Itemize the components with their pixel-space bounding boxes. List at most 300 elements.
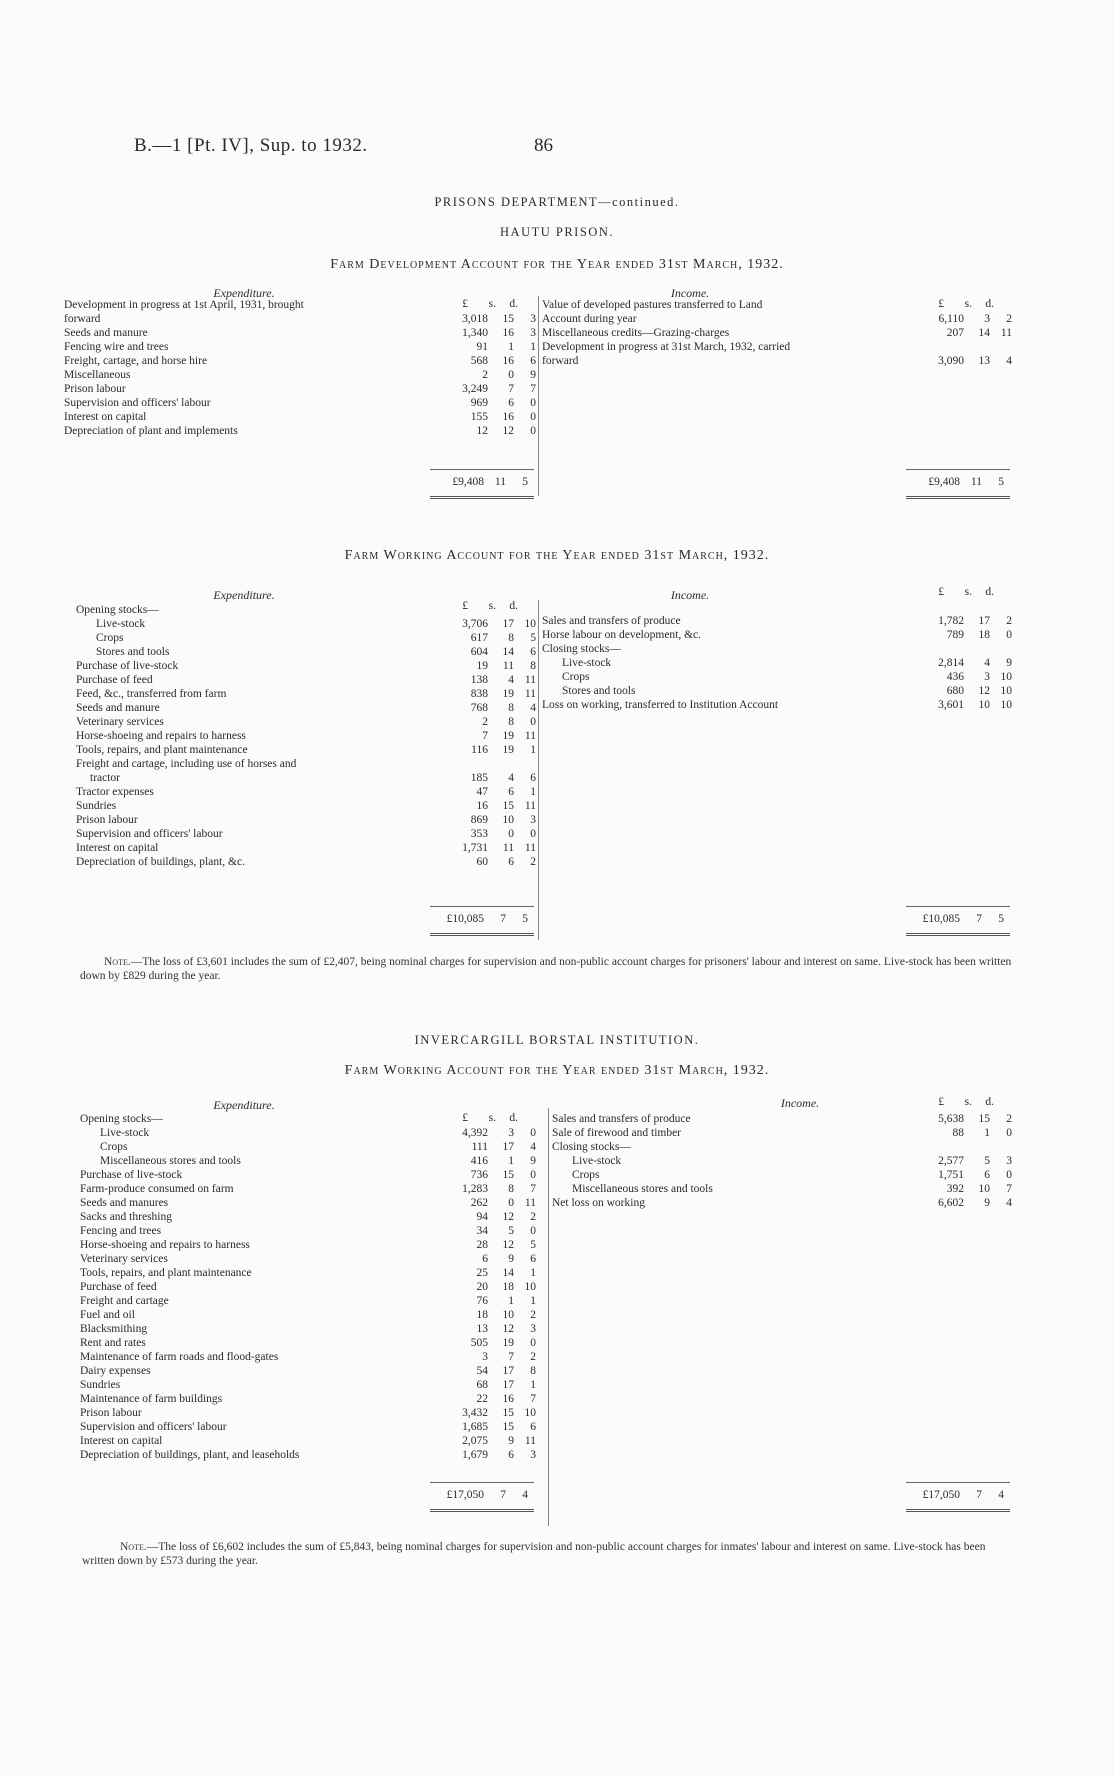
pence-value: 0 [530, 397, 536, 409]
ledger-item-label: Crops [100, 1141, 128, 1153]
pounds-value: 116 [471, 744, 488, 756]
pence-value [514, 757, 536, 771]
shillings-value: 15 [502, 800, 514, 812]
pence-value: 0 [530, 425, 536, 437]
ledger-row [80, 1364, 536, 1378]
ledger-row [64, 410, 536, 424]
shillings-value: 19 [502, 688, 514, 700]
note-lead: Note. [104, 956, 131, 968]
shillings-value: 16 [502, 411, 514, 423]
pence-value: 7 [1006, 1183, 1012, 1195]
shillings-value [488, 603, 514, 617]
pounds-value: 505 [470, 1337, 488, 1349]
ledger-row [80, 1224, 536, 1238]
hautu-work-note [80, 955, 1014, 983]
ledger-item-label: Interest on capital [80, 1435, 163, 1447]
pounds-value: 5,638 [938, 1113, 964, 1125]
ledger-item-label: forward [64, 313, 101, 325]
shilling-header: s. [488, 600, 496, 612]
pounds-value: 34 [476, 1225, 488, 1237]
shillings-value: 9 [984, 1197, 990, 1209]
shillings-value: 15 [502, 1169, 514, 1181]
shillings-value: 10 [978, 699, 990, 711]
hautu-dev-expenditure-list [64, 298, 536, 438]
ledger-row [76, 729, 536, 743]
ledger-item-label: Depreciation of buildings, plant, &c. [76, 856, 245, 868]
shillings-value: 6 [508, 856, 514, 868]
pound-header: £ [462, 298, 468, 310]
pounds-value: 2,075 [462, 1435, 488, 1447]
column-divider [548, 1108, 549, 1526]
total-pence: 4 [522, 1489, 528, 1501]
shillings-value [488, 1112, 514, 1126]
ledger-item-label: Live-stock [572, 1155, 622, 1167]
ledger-row [552, 1126, 1012, 1140]
invercargill-inc-label: Income. [780, 1096, 820, 1110]
shillings-value: 5 [984, 1155, 990, 1167]
pounds-value: 3,601 [938, 699, 964, 711]
ledger-row [80, 1350, 536, 1364]
ledger-item-label: Sale of firewood and timber [552, 1127, 682, 1139]
ledger-item-label: Live-stock [96, 618, 146, 630]
ledger-row [80, 1182, 536, 1196]
pounds-value: 2,577 [938, 1155, 964, 1167]
ledger-row [80, 1210, 536, 1224]
ledger-row [80, 1196, 536, 1210]
pounds-value: 16 [476, 800, 488, 812]
pounds-value [914, 1098, 964, 1112]
shillings-value: 0 [508, 1197, 514, 1209]
ledger-row [80, 1252, 536, 1266]
pounds-value: 1,679 [462, 1449, 488, 1461]
shillings-value: 1 [508, 341, 514, 353]
ledger-item-label: Sales and transfers of produce [552, 1113, 691, 1125]
pounds-value: 568 [470, 355, 488, 367]
pounds-value: 138 [470, 674, 488, 686]
pence-value [990, 298, 1012, 312]
shillings-value: 0 [508, 369, 514, 381]
ledger-item-label: Loss on working, transferred to Institution Account [542, 699, 779, 711]
pence-value: 10 [524, 618, 536, 630]
ledger-item-label: Prison labour [80, 1407, 142, 1419]
ledger-row [552, 1154, 1012, 1168]
ledger-row [542, 642, 1012, 656]
ledger-item-label: forward [542, 355, 579, 367]
pence-value: 3 [530, 1449, 536, 1461]
ledger-row [76, 673, 536, 687]
pounds-value: 28 [476, 1239, 488, 1251]
pence-value: 2 [530, 1351, 536, 1363]
pence-value: 11 [524, 730, 536, 742]
ledger-item-label: Tools, repairs, and plant maintenance [76, 744, 248, 756]
shillings-value: 3 [984, 313, 990, 325]
shillings-value: 8 [508, 716, 514, 728]
shillings-value: 8 [508, 632, 514, 644]
pence-value: 11 [1000, 327, 1012, 339]
shillings-value: 12 [502, 425, 514, 437]
ledger-item-label: Opening stocks— [76, 604, 159, 616]
hautu-work-income-list [542, 600, 1012, 712]
ledger-row [76, 715, 536, 729]
ledger-row [80, 1406, 536, 1420]
note-lead: Note. [120, 1541, 147, 1553]
ledger-row [80, 1280, 536, 1294]
ledger-row [76, 645, 536, 659]
pence-value: 11 [524, 688, 536, 700]
ledger-row [64, 340, 536, 354]
ledger-row [542, 698, 1012, 712]
pounds-value: 88 [952, 1127, 964, 1139]
ledger-row [552, 1140, 1012, 1154]
shillings-value: 12 [978, 685, 990, 697]
pounds-value: 25 [476, 1267, 488, 1279]
shillings-value: 4 [508, 772, 514, 784]
shillings-value: 4 [984, 657, 990, 669]
shillings-value: 10 [502, 1309, 514, 1321]
pounds-value: 111 [471, 1141, 488, 1153]
pounds-value: 94 [476, 1211, 488, 1223]
pence-header: d. [509, 298, 518, 310]
pounds-value [438, 1112, 488, 1126]
invercargill-exp-total [424, 1489, 528, 1501]
ledger-item-label: Feed, &c., transferred from farm [76, 688, 227, 700]
pence-value: 2 [530, 1309, 536, 1321]
pence-value: 10 [524, 1407, 536, 1419]
ledger-item-label: Seeds and manures [80, 1197, 169, 1209]
shillings-value: 16 [502, 327, 514, 339]
ledger-item-label: Tractor expenses [76, 786, 154, 798]
total-double-rule [906, 1509, 1010, 1512]
pence-header: d. [985, 586, 994, 598]
total-pence: 5 [998, 913, 1004, 925]
shillings-value [488, 757, 514, 771]
ledger-row [80, 1168, 536, 1182]
shillings-value: 14 [978, 327, 990, 339]
ledger-item-label: Horse labour on development, &c. [542, 629, 702, 641]
ledger-item-label: Purchase of feed [76, 674, 153, 686]
ledger-item-label: Development in progress at 31st March, 1932, carried [542, 341, 791, 353]
ledger-item-label [552, 1098, 914, 1112]
ledger-item-label: Live-stock [562, 657, 612, 669]
pounds-value: 1,751 [938, 1169, 964, 1181]
ledger-row [64, 354, 536, 368]
pounds-value [438, 298, 488, 312]
ledger-row [76, 827, 536, 841]
ledger-item-label: tractor [90, 772, 121, 784]
pounds-value: 54 [476, 1365, 488, 1377]
pence-value: 4 [1006, 355, 1012, 367]
ledger-item-label: Maintenance of farm roads and flood-gates [80, 1351, 279, 1363]
invercargill-note [82, 1540, 1014, 1568]
ledger-row [80, 1322, 536, 1336]
pounds-value: 3 [482, 1351, 488, 1363]
ledger-row [552, 1098, 1012, 1112]
pounds-value: 3,090 [938, 355, 964, 367]
shillings-value: 17 [502, 1141, 514, 1153]
shillings-value: 14 [502, 646, 514, 658]
ledger-row [64, 396, 536, 410]
pounds-value: 6,110 [938, 313, 964, 325]
shillings-value: 12 [502, 1323, 514, 1335]
shillings-value: 17 [502, 618, 514, 630]
shillings-value: 3 [508, 1127, 514, 1139]
ledger-row [64, 326, 536, 340]
pounds-value: 6,602 [938, 1197, 964, 1209]
pounds-value: 12 [476, 425, 488, 437]
pounds-value: 436 [946, 671, 964, 683]
shillings-value: 6 [508, 1449, 514, 1461]
pence-value: 6 [530, 355, 536, 367]
ledger-row [542, 614, 1012, 628]
pence-value: 6 [530, 1253, 536, 1265]
pounds-value: 207 [946, 327, 964, 339]
ledger-item-label: Dairy expenses [80, 1365, 151, 1377]
ledger-row [80, 1266, 536, 1280]
total-shillings: 11 [970, 476, 982, 488]
ledger-row [552, 1112, 1012, 1126]
ledger-item-label: Veterinary services [80, 1253, 168, 1265]
ledger-row [76, 757, 536, 771]
ledger-row [64, 368, 536, 382]
shillings-value [964, 340, 990, 354]
shillings-value [964, 600, 990, 614]
pence-value: 9 [530, 1155, 536, 1167]
pence-value: 6 [530, 646, 536, 658]
invercargill-heading: INVERCARGILL BORSTAL INSTITUTION. [414, 1033, 700, 1047]
ledger-item-label: Sacks and threshing [80, 1211, 172, 1223]
pounds-value: 91 [476, 341, 488, 353]
ledger-item-label: Prison labour [64, 383, 126, 395]
pounds-value: 869 [470, 814, 488, 826]
ledger-item-label: Rent and rates [80, 1337, 146, 1349]
total-shillings: 7 [976, 1489, 982, 1501]
pence-value [514, 298, 536, 312]
ledger-item-label: Horse-shoeing and repairs to harness [76, 730, 246, 742]
shillings-value: 11 [502, 660, 514, 672]
ledger-row [80, 1126, 536, 1140]
ledger-item-label: Freight and cartage [80, 1295, 169, 1307]
shillings-value: 19 [502, 744, 514, 756]
shillings-value: 14 [502, 1267, 514, 1279]
pence-value: 1 [530, 341, 536, 353]
total-double-rule [906, 933, 1010, 936]
ledger-row [542, 298, 1012, 312]
pounds-value: 1,731 [462, 842, 488, 854]
pound-header: £ [938, 1096, 944, 1108]
shillings-value: 17 [502, 1379, 514, 1391]
pence-value [514, 1112, 536, 1126]
total-shillings: 7 [500, 1489, 506, 1501]
pence-value: 11 [524, 674, 536, 686]
pence-value: 7 [530, 1183, 536, 1195]
pounds-value: 680 [946, 685, 964, 697]
total-pounds: £9,408 [928, 476, 960, 488]
shillings-value: 1 [984, 1127, 990, 1139]
shilling-header: s. [488, 298, 496, 310]
pence-value: 0 [530, 716, 536, 728]
total-pence: 5 [522, 476, 528, 488]
pounds-value: 1,283 [462, 1183, 488, 1195]
ledger-item-label: Stores and tools [562, 685, 636, 697]
pounds-value: 185 [470, 772, 488, 784]
total-shillings: 7 [976, 913, 982, 925]
hautu-dev-exp-label: Expenditure. [213, 286, 275, 300]
ledger-row [76, 659, 536, 673]
pence-value: 10 [1000, 671, 1012, 683]
pence-header: d. [509, 600, 518, 612]
shilling-header: s. [964, 1096, 972, 1108]
pounds-value: 155 [470, 411, 488, 423]
pence-value: 3 [530, 814, 536, 826]
invercargill-title: Farm Working Account for the Year ended 31st March, 1932. [344, 1063, 770, 1078]
shilling-header: s. [488, 1112, 496, 1124]
pence-value: 4 [530, 1141, 536, 1153]
pounds-value: 392 [946, 1183, 964, 1195]
ledger-row [80, 1140, 536, 1154]
total-pounds: £17,050 [446, 1489, 484, 1501]
ledger-row [542, 354, 1012, 368]
pounds-value: 3,249 [462, 383, 488, 395]
hautu-work-inc-colhdr [900, 586, 994, 598]
ledger-row [64, 298, 536, 312]
hautu-prison-heading: HAUTU PRISON. [500, 225, 614, 239]
ledger-item-label: Horse-shoeing and repairs to harness [80, 1239, 250, 1251]
pence-value: 9 [1006, 657, 1012, 669]
pence-value: 5 [530, 632, 536, 644]
total-shillings: 7 [500, 913, 506, 925]
hautu-dev-title: Farm Development Account for the Year ended 31st March, 1932. [330, 257, 784, 272]
ledger-item-label [542, 600, 914, 614]
ledger-row [80, 1294, 536, 1308]
pence-value: 1 [530, 1295, 536, 1307]
shillings-value: 11 [502, 842, 514, 854]
pence-value: 5 [530, 1239, 536, 1251]
total-pence: 5 [998, 476, 1004, 488]
ledger-row [64, 424, 536, 438]
shillings-value: 8 [508, 702, 514, 714]
pounds-value: 838 [470, 688, 488, 700]
hautu-work-inc-total [900, 913, 1004, 925]
pence-value: 1 [530, 786, 536, 798]
shillings-value: 15 [978, 1113, 990, 1125]
hautu-dev-income-list [542, 298, 1012, 368]
pence-value: 0 [530, 1225, 536, 1237]
pence-value: 0 [530, 828, 536, 840]
shilling-header: s. [964, 298, 972, 310]
hautu-work-exp-total [424, 913, 528, 925]
pence-value: 7 [530, 383, 536, 395]
ledger-item-label: Prison labour [76, 814, 138, 826]
pounds-value [438, 757, 488, 771]
pound-header: £ [462, 600, 468, 612]
invercargill-expenditure-list [80, 1112, 536, 1462]
ledger-row [76, 785, 536, 799]
total-rule [906, 906, 1010, 907]
ledger-row [80, 1238, 536, 1252]
pence-value: 3 [530, 327, 536, 339]
pounds-value: 6 [482, 1253, 488, 1265]
ledger-row [542, 670, 1012, 684]
shillings-value: 1 [508, 1155, 514, 1167]
shillings-value: 7 [508, 383, 514, 395]
shillings-value: 18 [502, 1281, 514, 1293]
shillings-value: 4 [508, 674, 514, 686]
ledger-item-label: Supervision and officers' labour [64, 397, 211, 409]
total-rule [430, 1482, 534, 1483]
shillings-value: 13 [978, 355, 990, 367]
ledger-item-label: Maintenance of farm buildings [80, 1393, 223, 1405]
pence-value: 0 [1006, 629, 1012, 641]
pounds-value: 22 [476, 1393, 488, 1405]
pounds-value: 1,782 [938, 615, 964, 627]
ledger-row [76, 813, 536, 827]
ledger-row [76, 603, 536, 617]
department-title: PRISONS DEPARTMENT—continued. [434, 195, 680, 209]
pence-value [990, 600, 1012, 614]
pounds-value: 604 [470, 646, 488, 658]
pence-value [990, 1140, 1012, 1154]
note-text: —The loss of £6,602 includes the sum of £5,843, being nominal charges for supervision and non-public account charges for inmates' labour and interest on same. Live-stock has been written down by £573 during the year. [82, 1541, 986, 1567]
pounds-value [914, 298, 964, 312]
shillings-value: 6 [984, 1169, 990, 1181]
shillings-value [964, 1140, 990, 1154]
ledger-row [542, 656, 1012, 670]
ledger-item-label: Live-stock [100, 1127, 150, 1139]
pence-value [990, 642, 1012, 656]
pence-header: d. [985, 298, 994, 310]
ledger-item-label: Miscellaneous stores and tools [572, 1183, 713, 1195]
ledger-item-label: Net loss on working [552, 1197, 645, 1209]
shillings-value: 8 [508, 1183, 514, 1195]
pence-value: 0 [530, 1127, 536, 1139]
total-double-rule [906, 496, 1010, 499]
ledger-row [552, 1196, 1012, 1210]
ledger-item-label: Opening stocks— [80, 1113, 163, 1125]
ledger-row [542, 684, 1012, 698]
shillings-value: 9 [508, 1435, 514, 1447]
pence-value: 8 [530, 660, 536, 672]
ledger-row [552, 1182, 1012, 1196]
total-pounds: £9,408 [452, 476, 484, 488]
pounds-value: 60 [476, 856, 488, 868]
pounds-value: 3,432 [462, 1407, 488, 1419]
ledger-item-label: Stores and tools [96, 646, 170, 658]
pounds-value: 3,706 [462, 618, 488, 630]
pence-value: 3 [530, 1323, 536, 1335]
ledger-item-label: Miscellaneous stores and tools [100, 1155, 241, 1167]
ledger-row [542, 312, 1012, 326]
pence-value: 2 [530, 1211, 536, 1223]
pounds-value [438, 603, 488, 617]
ledger-row [542, 600, 1012, 614]
pounds-value: 2,814 [938, 657, 964, 669]
shilling-header: s. [964, 586, 972, 598]
pence-value [514, 603, 536, 617]
shillings-value: 5 [508, 1225, 514, 1237]
note-text: —The loss of £3,601 includes the sum of £2,407, being nominal charges for supervision and non-public account charges for prisoners' labour and interest on same. Live-stock has been written down by £829 during the year. [80, 956, 1012, 982]
ledger-item-label: Sales and transfers of produce [542, 615, 681, 627]
pence-value: 2 [1006, 313, 1012, 325]
ledger-item-label: Miscellaneous credits—Grazing-charges [542, 327, 730, 339]
pounds-value: 13 [476, 1323, 488, 1335]
pound-header: £ [462, 1112, 468, 1124]
pence-header: d. [985, 1096, 994, 1108]
pence-value: 1 [530, 1267, 536, 1279]
pence-value: 11 [524, 800, 536, 812]
pound-header: £ [938, 298, 944, 310]
pence-value: 10 [524, 1281, 536, 1293]
shillings-value: 15 [502, 313, 514, 325]
